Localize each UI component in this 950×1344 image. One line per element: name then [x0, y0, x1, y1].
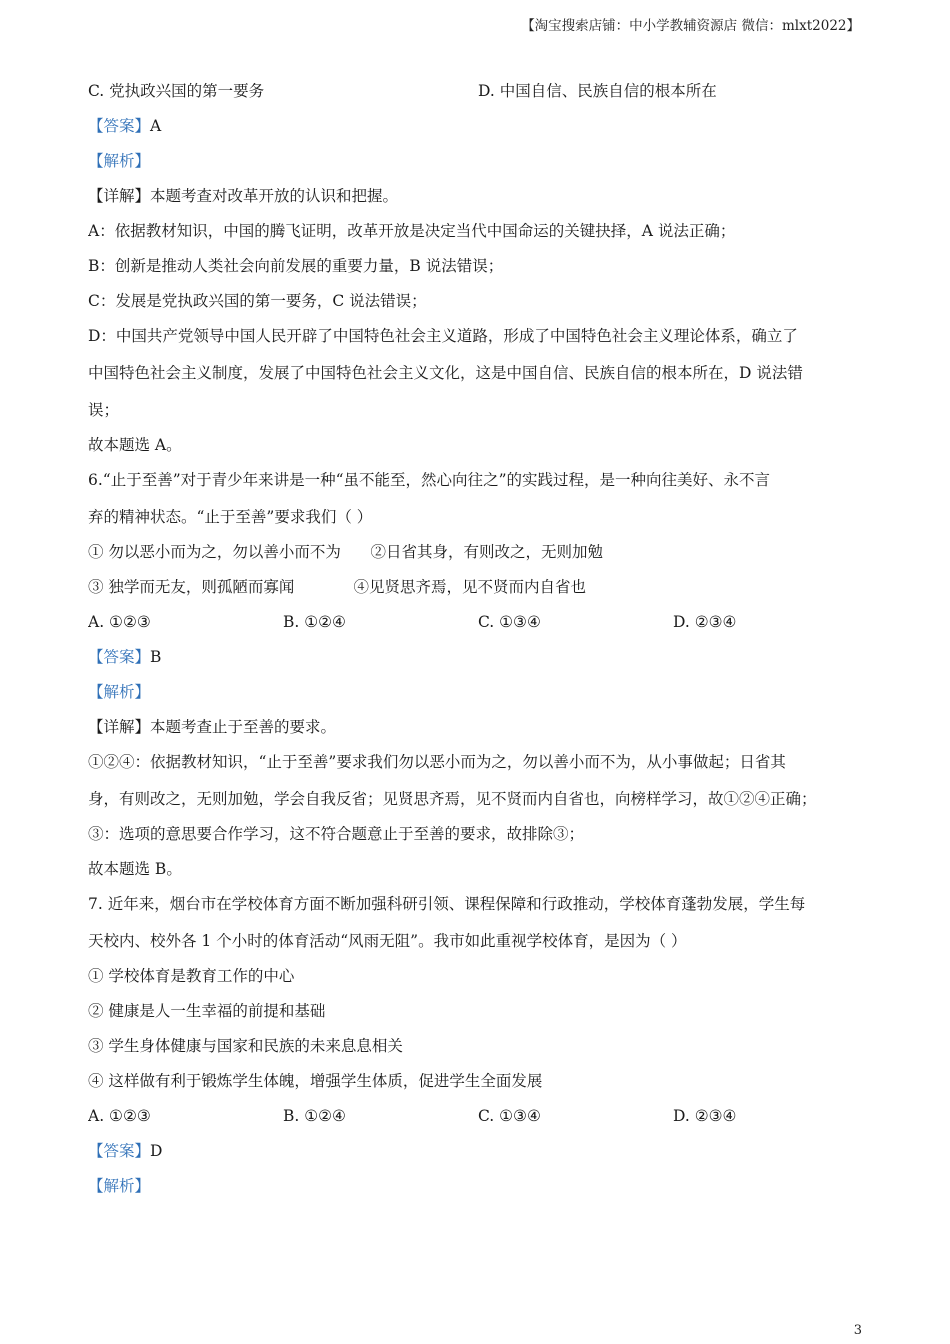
answer-value: A: [150, 117, 162, 135]
answer-tag: 【答案】: [88, 648, 151, 666]
document-body: [88, 78, 868, 1208]
q5-option-c: C. 党执政兴国的第一要务: [88, 82, 265, 100]
q6-choice-a: A. ①②③: [88, 613, 151, 631]
q6-answer: [88, 644, 868, 679]
q5-detail-line: 【详解】本题考查对改革开放的认识和把握。: [88, 187, 399, 205]
q5-detail-line: B：创新是推动人类社会向前发展的重要力量，B 说法错误；: [88, 257, 504, 275]
q6-choice-d: D. ②③④: [673, 613, 737, 631]
page-header-watermark: 【淘宝搜索店铺：中小学教辅资源店 微信：mlxt2022】: [521, 18, 860, 34]
q7-item-line: ④ 这样做有利于锻炼学生体魄，增强学生体质，促进学生全面发展: [88, 1072, 543, 1090]
answer-value: D: [150, 1142, 163, 1160]
q5-detail-line: 误；: [88, 401, 120, 419]
q5-analysis-tag: 【解析】: [88, 152, 151, 170]
q7-choice-d: D. ②③④: [673, 1107, 737, 1125]
q5-detail-line: 故本题选 A。: [88, 436, 182, 454]
q6-choices: [88, 609, 868, 644]
answer-value: B: [150, 648, 162, 666]
q6-detail-line: ③：选项的意思要合作学习，这不符合题意止于至善的要求，故排除③；: [88, 825, 585, 843]
q7-choice-a: A. ①②③: [88, 1107, 151, 1125]
q6-detail-line: 【详解】本题考查止于至善的要求。: [88, 718, 337, 736]
answer-tag: 【答案】: [88, 1142, 151, 1160]
q6-detail-line: 故本题选 B。: [88, 860, 182, 878]
q6-item-line: ③ 独学而无友，则孤陋而寡闻 ④见贤思齐焉，见不贤而内自省也: [88, 578, 587, 596]
q6-stem-line: 弃的精神状态。“止于至善”要求我们（ ）: [88, 508, 373, 526]
q6-choice-b: B. ①②④: [283, 613, 346, 631]
q5-options-cd: [88, 78, 868, 113]
q5-detail-line: D：中国共产党领导中国人民开辟了中国特色社会主义道路，形成了中国特色社会主义理论体系，确立了: [88, 327, 798, 345]
q6-detail-line: 身，有则改之，无则加勉，学会自我反省；见贤思齐焉，见不贤而内自省也，向榜样学习，故①②④正确；: [88, 790, 817, 808]
q6-choice-c: C. ①③④: [478, 613, 541, 631]
q5-detail-line: A：依据教材知识，中国的腾飞证明，改革开放是决定当代中国命运的关键抉择，A 说法正确；: [88, 222, 736, 240]
q7-choices: [88, 1103, 868, 1138]
q7-stem-line: 天校内、校外各 1 个小时的体育活动“风雨无阻”。我市如此重视学校体育，是因为（ ）: [88, 932, 687, 950]
page-number: 3: [853, 1323, 862, 1338]
q7-choice-c: C. ①③④: [478, 1107, 541, 1125]
q7-item-line: ③ 学生身体健康与国家和民族的未来息息相关: [88, 1037, 403, 1055]
q5-detail-line: C：发展是党执政兴国的第一要务，C 说法错误；: [88, 292, 427, 310]
q5-option-d: D. 中国自信、民族自信的根本所在: [478, 82, 717, 100]
q6-item-line: ① 勿以恶小而为之，勿以善小而不为 ②日省其身，有则改之，无则加勉: [88, 543, 603, 561]
q7-answer: [88, 1138, 868, 1173]
q6-detail-line: ①②④：依据教材知识，“止于至善”要求我们勿以恶小而为之，勿以善小而不为，从小事做起；日省其: [88, 753, 786, 771]
q6-analysis-tag: 【解析】: [88, 683, 151, 701]
q7-choice-b: B. ①②④: [283, 1107, 346, 1125]
q5-detail-line: 中国特色社会主义制度，发展了中国特色社会主义文化，这是中国自信、民族自信的根本所在，D 说法错: [88, 364, 803, 382]
q5-answer: [88, 113, 868, 148]
q6-stem-line: 6.“止于至善”对于青少年来讲是一种“虽不能至，然心向往之”的实践过程，是一种向往美好、永不言: [88, 471, 770, 489]
q7-analysis-tag: 【解析】: [88, 1177, 151, 1195]
q7-item-line: ② 健康是人一生幸福的前提和基础: [88, 1002, 326, 1020]
answer-tag: 【答案】: [88, 117, 151, 135]
q7-item-line: ① 学校体育是教育工作的中心: [88, 967, 295, 985]
q7-stem-line: 7. 近年来，烟台市在学校体育方面不断加强科研引领、课程保障和行政推动，学校体育蓬勃发展，学生每: [88, 895, 806, 913]
